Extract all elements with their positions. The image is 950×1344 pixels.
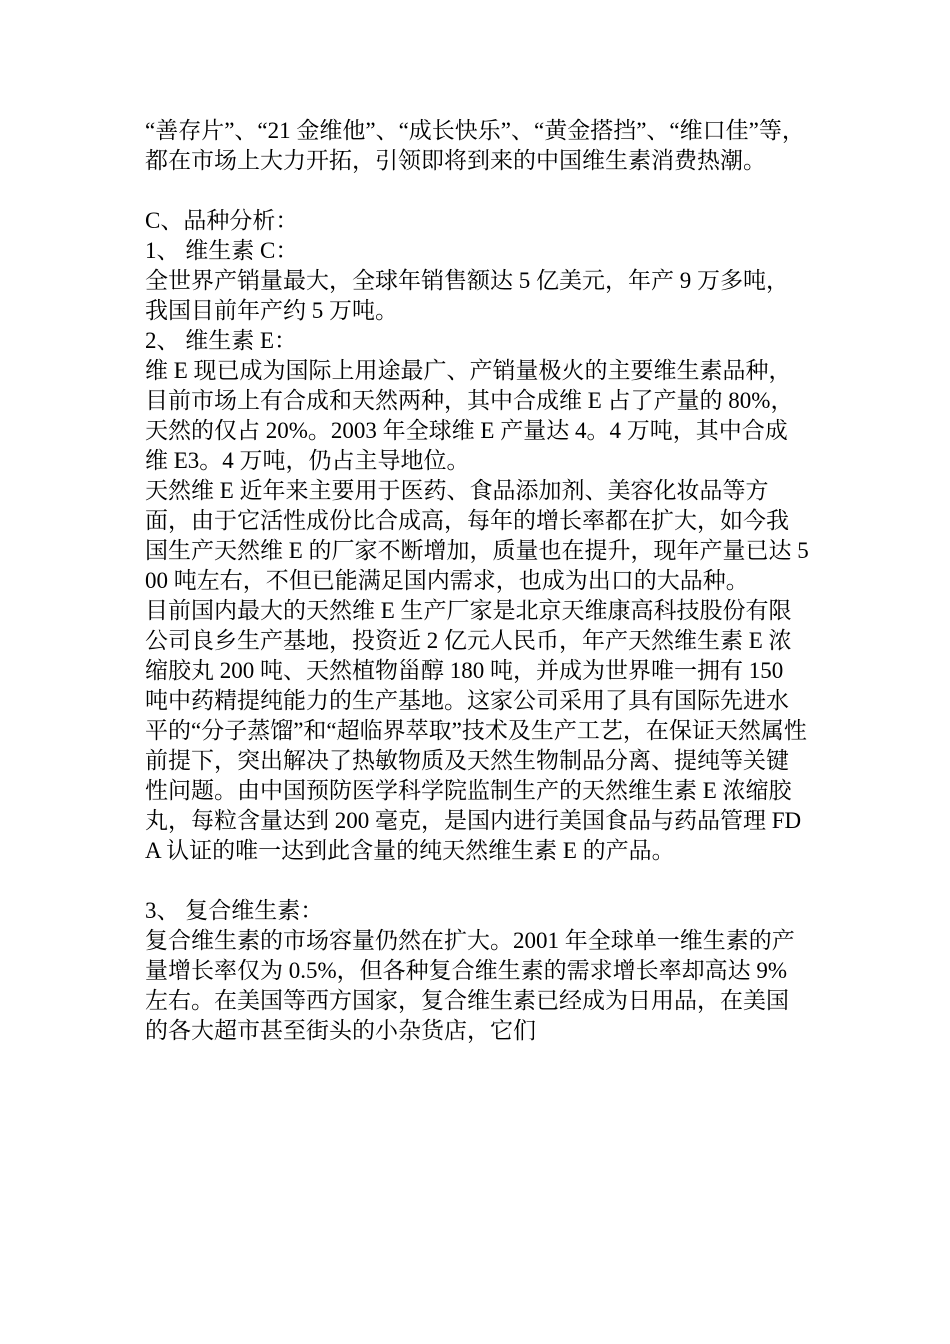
- paragraph-natural-vitamin-e: 天然维 E 近年来主要用于医药、食品添加剂、美容化妆品等方面，由于它活性成份比合成高，每年的增长率都在扩大，如今我国生产天然维 E 的厂家不断增加，质量也在提升，现年产量已达 500 吨左右，不但已能满足国内需求，也成为出口的大品种。: [145, 478, 809, 593]
- paragraph-multivitamin-market: 复合维生素的市场容量仍然在扩大。2001 年全球单一维生素的产量增长率仅为 0.5%，但各种复合维生素的需求增长率却高达 9%左右。在美国等西方国家，复合维生素已经成为日用品，在美国的各大超市甚至街头的小杂货店，它们: [145, 928, 795, 1043]
- subheading-multivitamin: 3、 复合维生素：: [145, 898, 324, 923]
- paragraph-brands: “善存片”、“21 金维他”、“成长快乐”、“黄金搭挡”、“维口佳”等，都在市场上大力开拓，引领即将到来的中国维生素消费热潮。: [145, 118, 805, 173]
- paragraph-largest-producer: 目前国内最大的天然维 E 生产厂家是北京天维康高科技股份有限公司良乡生产基地，投资近 2 亿元人民币，年产天然维生素 E 浓缩胶丸 200 吨、天然植物甾醇 180 吨，并成为世界唯一拥有 150 吨中药精提纯能力的生产基地。这家公司采用了具有国际先进水平的“分子蒸馏”和“超临界萃取”技术及生产工艺，在保证天然属性前提下，突出解决了热敏物质及天然生物制品分离、提纯等关键性问题。由中国预防医学科学院监制生产的天然维生素 E 浓缩胶丸，每粒含量达到 200 毫克，是国内进行美国食品与药品管理 FDA 认证的唯一达到此含量的纯天然维生素 E 的产品。: [145, 598, 807, 863]
- blank-line: [145, 176, 810, 206]
- paragraph-vitamin-e-intro: 维 E 现已成为国际上用途最广、产销量极火的主要维生素品种，: [145, 358, 792, 383]
- subheading-vitamin-c: 1、 维生素 C：: [145, 238, 299, 263]
- paragraph-vitamin-e-market: 目前市场上有合成和天然两种，其中合成维 E 占了产量的 80%，天然的仅占 20%。2003 年全球维 E 产量达 4。4 万吨，其中合成维 E3。4 万吨，仍占主导地位。: [145, 388, 794, 473]
- subheading-vitamin-e: 2、 维生素 E：: [145, 328, 298, 353]
- document-body: [145, 116, 810, 1046]
- paragraph-vitamin-c-global: 全世界产销量最大，全球年销售额达 5 亿美元，年产 9 万多吨，: [145, 268, 789, 293]
- paragraph-vitamin-c-china: 我国目前年产约 5 万吨。: [145, 298, 398, 323]
- blank-line: [145, 866, 810, 896]
- section-heading-variety-analysis: C、品种分析：: [145, 208, 299, 233]
